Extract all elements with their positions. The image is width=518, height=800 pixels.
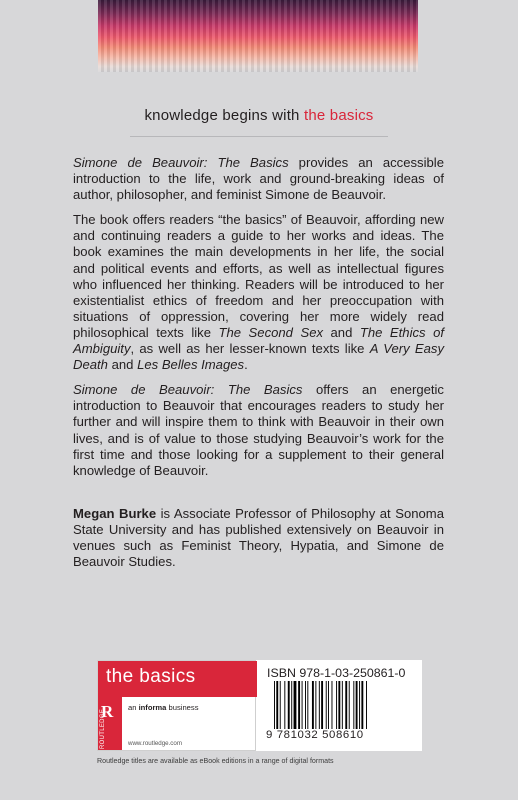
author-name: Megan Burke <box>73 505 157 521</box>
blurb-paragraph-2 <box>73 212 444 373</box>
blurb <box>73 155 444 579</box>
series-name: the basics <box>106 666 196 687</box>
ebook-footnote: Routledge titles are available as eBook editions in a range of digital formats <box>97 757 334 765</box>
publisher-logo-block <box>97 660 256 751</box>
blurb-text: The book offers readers “the basics” of Beauvoir, affording new and continuing readers a guide to her works and ideas. The book examines the main developments in her life, the social and political events and efforts, as well as intellectual figures who influenced her thinking. Readers will be introduced to her existentialist ethics of freedom and her preoccupation with situations of oppression, covering her more widely read philosophical texts like <box>73 212 444 340</box>
work-title: The Ethics of Ambiguity <box>73 324 445 357</box>
blurb-text: and <box>107 357 138 373</box>
book-title: Simone de Beauvoir: The Basics <box>73 382 303 398</box>
work-title: A Very Easy Death <box>73 341 444 373</box>
routledge-logo <box>98 697 122 750</box>
barcode-bar <box>276 681 278 733</box>
barcode-bar <box>315 681 316 733</box>
barcode-bar <box>280 681 281 733</box>
cover-gradient-bar <box>98 0 418 72</box>
blurb-text: and <box>323 324 360 340</box>
informa-brand: informa <box>138 703 167 712</box>
barcode-bar <box>342 681 343 733</box>
series-tagline <box>0 107 518 124</box>
informa-suffix: business <box>166 703 199 712</box>
informa-line <box>128 703 199 712</box>
barcode-bar <box>294 681 297 733</box>
barcode-bar <box>361 681 363 733</box>
back-cover-panel <box>97 660 422 751</box>
barcode-bar <box>305 681 306 733</box>
divider <box>130 136 388 137</box>
barcode-bar <box>312 681 314 733</box>
work-title: Les Belles Images <box>137 357 245 373</box>
barcode-bar <box>353 681 354 733</box>
barcode-icon <box>272 681 415 733</box>
blurb-text: provides an accessible introduction to the life, work and ground-breaking ideas of author, philosopher, and feminist Simone de Beauvoir. <box>73 155 444 203</box>
barcode-bar <box>349 681 350 733</box>
publisher-url: www.routledge.com <box>128 740 182 747</box>
barcode-bar <box>345 681 347 733</box>
barcode-bar <box>298 681 300 733</box>
barcode-bar <box>332 681 333 733</box>
barcode-bar <box>291 681 292 733</box>
barcode-bar <box>366 681 367 733</box>
blurb-text: , as well as her lesser-known texts like <box>130 341 370 357</box>
informa-prefix: an <box>128 703 139 712</box>
barcode-bar <box>288 681 290 733</box>
barcode-bar <box>328 681 329 733</box>
tagline-accent: the basics <box>303 107 374 124</box>
book-title: Simone de Beauvoir: The Basics <box>73 155 289 170</box>
author-bio <box>73 506 444 570</box>
blurb-paragraph-1 <box>73 155 444 203</box>
barcode-bar <box>302 681 303 733</box>
barcode-bar <box>274 681 275 733</box>
author-bio-text: is Associate Professor of Philosophy at Sonoma State University and has published extensively on Beauvoir in venues such as Feminist Theory, Hypatia, and Simone de Beauvoir Studies. <box>73 505 444 570</box>
barcode-bar <box>307 681 308 733</box>
blurb-text: . <box>244 357 248 373</box>
series-band <box>98 661 257 697</box>
barcode-bar <box>321 681 323 733</box>
isbn-label: ISBN 978-1-03-250861-0 <box>267 666 406 680</box>
barcode-bar <box>356 681 358 733</box>
barcode-bar <box>284 681 285 733</box>
tagline-prefix: knowledge begins with <box>144 107 304 124</box>
blurb-text: offers an energetic introduction to Beauvoir that encourages readers to study her further and will inspire them to think with Beauvoir in their own lives, and is of value to those studying Beauvoir’s work for the first time and those looking for a supplement to their general knowledge of Beauvoir. <box>73 382 444 478</box>
barcode-area <box>262 660 422 751</box>
barcode-bar <box>326 681 327 733</box>
barcode-bar <box>336 681 337 733</box>
barcode-digits: 9 781032 508610 <box>266 729 416 741</box>
barcode-bar <box>319 681 320 733</box>
blurb-paragraph-3 <box>73 382 444 479</box>
routledge-r-icon: R <box>101 702 114 721</box>
barcode-bar <box>338 681 340 733</box>
routledge-wordmark: ROUTLEDGE <box>100 708 106 749</box>
barcode-bar <box>359 681 360 733</box>
work-title: The Second Sex <box>218 324 324 340</box>
